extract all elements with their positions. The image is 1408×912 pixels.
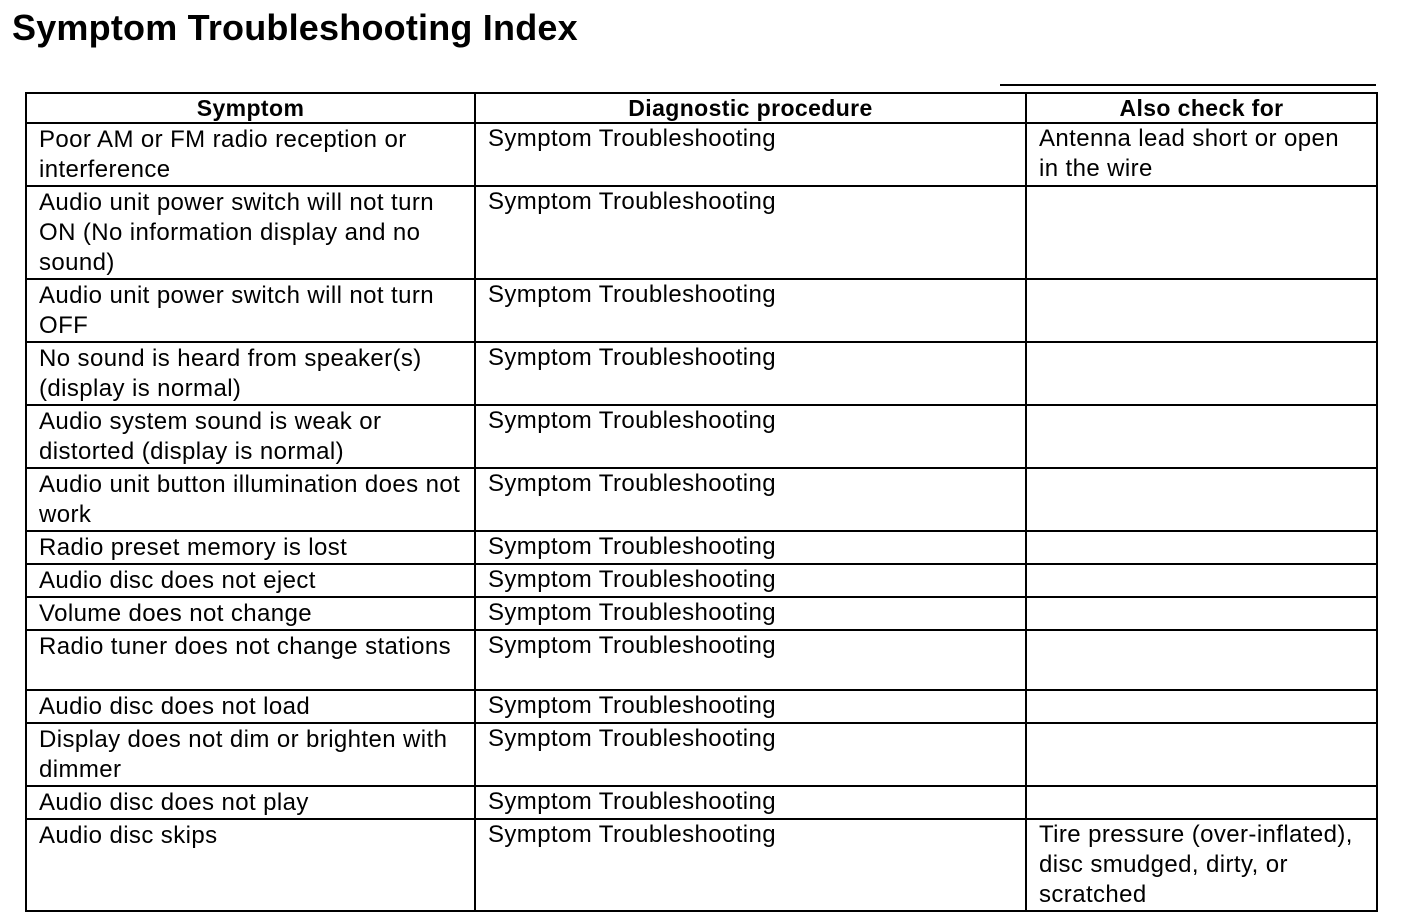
symptom-cell: Audio unit button illumination does not work: [26, 468, 475, 531]
procedure-link[interactable]: Symptom Troubleshooting: [475, 405, 1026, 468]
also-check-cell: [1026, 723, 1377, 786]
procedure-link[interactable]: Symptom Troubleshooting: [475, 564, 1026, 597]
also-check-cell: [1026, 468, 1377, 531]
procedure-link[interactable]: Symptom Troubleshooting: [475, 723, 1026, 786]
symptom-cell: Display does not dim or brighten with dimmer: [26, 723, 475, 786]
procedure-link[interactable]: Symptom Troubleshooting: [475, 630, 1026, 690]
table-row: [26, 468, 1377, 531]
symptom-cell: Audio disc does not play: [26, 786, 475, 819]
header-also-check-for: Also check for: [1026, 93, 1377, 123]
also-check-cell: Antenna lead short or open in the wire: [1026, 123, 1377, 186]
also-check-cell: [1026, 186, 1377, 279]
also-check-cell: [1026, 690, 1377, 723]
table-row: [26, 819, 1377, 911]
procedure-link[interactable]: Symptom Troubleshooting: [475, 279, 1026, 342]
symptom-cell: Audio disc does not eject: [26, 564, 475, 597]
symptom-cell: Audio disc skips: [26, 819, 475, 911]
procedure-link[interactable]: Symptom Troubleshooting: [475, 690, 1026, 723]
table-row: [26, 342, 1377, 405]
header-symptom: Symptom: [26, 93, 475, 123]
symptom-cell: Radio preset memory is lost: [26, 531, 475, 564]
procedure-link[interactable]: Symptom Troubleshooting: [475, 342, 1026, 405]
symptom-cell: Audio unit power switch will not turn OFF: [26, 279, 475, 342]
table-row: [26, 564, 1377, 597]
symptom-cell: No sound is heard from speaker(s) (display is normal): [26, 342, 475, 405]
symptom-cell: Volume does not change: [26, 597, 475, 630]
also-check-cell: [1026, 405, 1377, 468]
table-row: [26, 123, 1377, 186]
table-row: [26, 597, 1377, 630]
also-check-cell: [1026, 564, 1377, 597]
procedure-link[interactable]: Symptom Troubleshooting: [475, 531, 1026, 564]
table-row: [26, 723, 1377, 786]
also-check-cell: [1026, 786, 1377, 819]
procedure-link[interactable]: Symptom Troubleshooting: [475, 597, 1026, 630]
table-row: [26, 186, 1377, 279]
table-row: [26, 405, 1377, 468]
also-check-cell: [1026, 279, 1377, 342]
also-check-cell: [1026, 531, 1377, 564]
procedure-link[interactable]: Symptom Troubleshooting: [475, 123, 1026, 186]
symptom-cell: Audio system sound is weak or distorted (display is normal): [26, 405, 475, 468]
top-scan-line: [1000, 84, 1376, 86]
procedure-link[interactable]: Symptom Troubleshooting: [475, 468, 1026, 531]
table-header-row: [26, 93, 1377, 123]
table-row: [26, 786, 1377, 819]
page-title: Symptom Troubleshooting Index: [12, 7, 578, 48]
also-check-cell: [1026, 630, 1377, 690]
symptom-cell: Audio unit power switch will not turn ON (No information display and no sound): [26, 186, 475, 279]
table-row: [26, 630, 1377, 690]
table-body: [26, 123, 1377, 911]
symptom-cell: Audio disc does not load: [26, 690, 475, 723]
table-row: [26, 531, 1377, 564]
symptom-cell: Radio tuner does not change stations: [26, 630, 475, 690]
procedure-link[interactable]: Symptom Troubleshooting: [475, 186, 1026, 279]
also-check-cell: [1026, 597, 1377, 630]
also-check-cell: Tire pressure (over-inflated), disc smudged, dirty, or scratched: [1026, 819, 1377, 911]
table-row: [26, 279, 1377, 342]
troubleshooting-table: [25, 92, 1378, 912]
header-diagnostic-procedure: Diagnostic procedure: [475, 93, 1026, 123]
troubleshooting-table-container: [25, 92, 1376, 912]
table-row: [26, 690, 1377, 723]
symptom-cell: Poor AM or FM radio reception or interference: [26, 123, 475, 186]
also-check-cell: [1026, 342, 1377, 405]
procedure-link[interactable]: Symptom Troubleshooting: [475, 786, 1026, 819]
procedure-link[interactable]: Symptom Troubleshooting: [475, 819, 1026, 911]
